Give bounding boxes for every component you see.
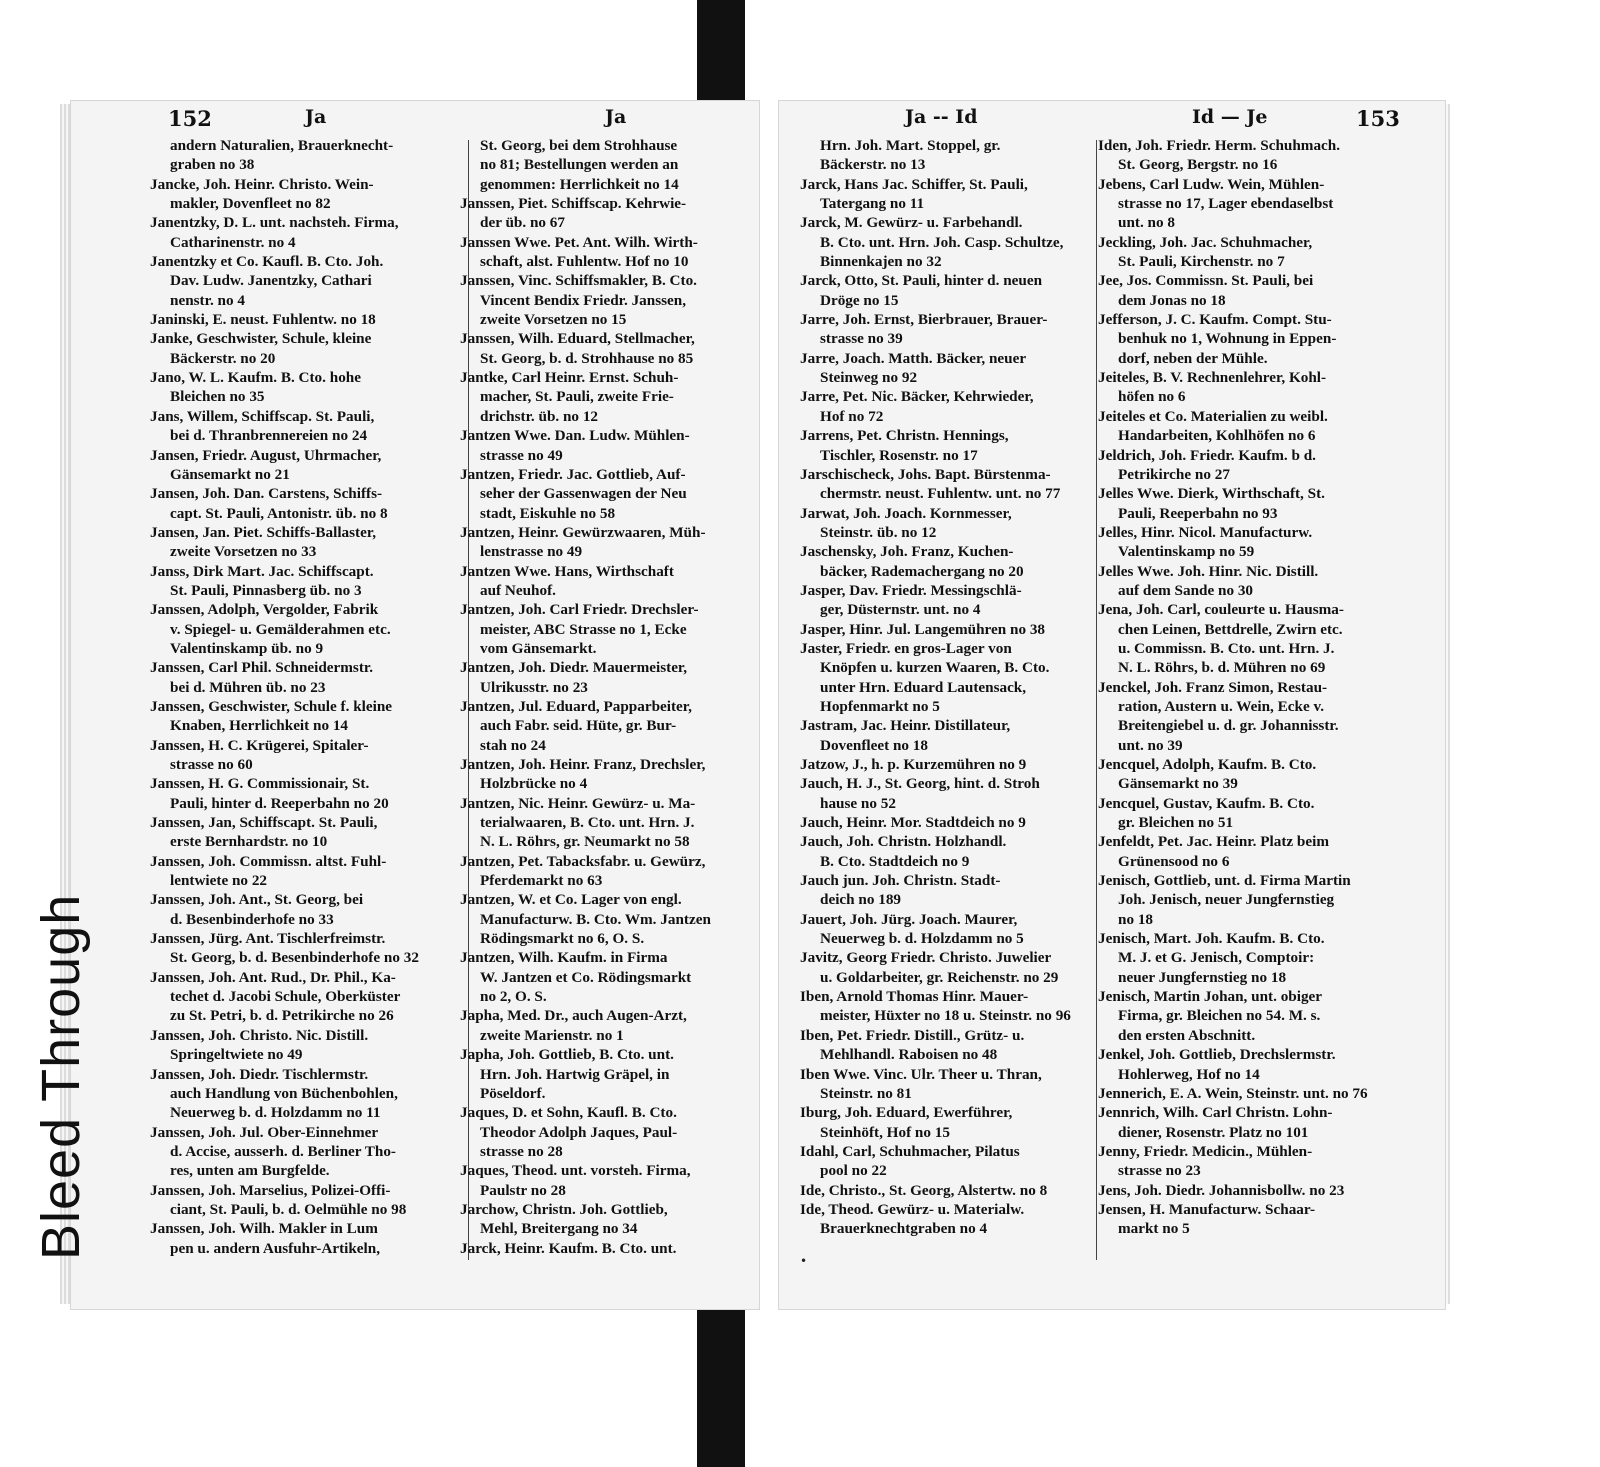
directory-entry-continuation: Brauerknechtgraben no 4 bbox=[820, 1220, 988, 1238]
directory-entry: Jano, W. L. Kaufm. B. Cto. hohe bbox=[150, 369, 361, 387]
directory-entry-continuation: schaft, alst. Fuhlentw. Hof no 10 bbox=[480, 253, 689, 271]
directory-entry-continuation: Binnenkajen no 32 bbox=[820, 253, 942, 271]
left-page-column-2 bbox=[460, 136, 762, 1258]
directory-entry: Jencquel, Gustav, Kaufm. B. Cto. bbox=[1098, 794, 1315, 812]
directory-entry-continuation: Rödingsmarkt no 6, O. S. bbox=[480, 930, 645, 948]
directory-entry: Jaster, Friedr. en gros-Lager von bbox=[800, 639, 1012, 657]
directory-entry-continuation: strasse no 17, Lager ebendaselbst bbox=[1118, 195, 1334, 213]
directory-entry: Jantzen, Joh. Carl Friedr. Drechsler- bbox=[460, 601, 699, 619]
directory-entry: Janssen, Jürg. Ant. Tischlerfreimstr. bbox=[150, 930, 386, 948]
directory-entry-continuation: lentwiete no 22 bbox=[170, 872, 268, 890]
directory-entry: Jennrich, Wilh. Carl Christn. Lohn- bbox=[1098, 1104, 1333, 1122]
directory-entry: Iden, Joh. Friedr. Herm. Schuhmach. bbox=[1098, 137, 1341, 154]
directory-entry-continuation: stah no 24 bbox=[480, 736, 546, 754]
directory-entry-continuation: Dav. Ludw. Janentzky, Cathari bbox=[170, 272, 372, 290]
directory-entry: Jauch, Heinr. Mor. Stadtdeich no 9 bbox=[800, 814, 1026, 832]
directory-entry-continuation: pen u. andern Ausfuhr-Artikeln, bbox=[170, 1239, 380, 1257]
page-speck: • bbox=[800, 1254, 808, 1268]
directory-entry-continuation: drichstr. üb. no 12 bbox=[480, 407, 599, 425]
directory-entry: Jarrens, Pet. Christn. Hennings, bbox=[800, 427, 1009, 445]
directory-entry-continuation: bei d. Mühren üb. no 23 bbox=[170, 678, 326, 696]
directory-entry-continuation: Ulrikusstr. no 23 bbox=[480, 678, 588, 696]
directory-entry-continuation: stadt, Eiskuhle no 58 bbox=[480, 504, 616, 522]
directory-entry-continuation: St. Georg, b. d. Strohhause no 85 bbox=[480, 349, 694, 367]
directory-entry-continuation: strasse no 39 bbox=[820, 330, 903, 348]
directory-entry-continuation: Tischler, Rosenstr. no 17 bbox=[820, 446, 978, 464]
directory-entry-continuation: res, unten am Burgfelde. bbox=[170, 1162, 330, 1180]
directory-entry: Jasper, Hinr. Jul. Langemühren no 38 bbox=[800, 620, 1046, 638]
directory-entry-continuation: höfen no 6 bbox=[1118, 388, 1186, 406]
directory-entry-continuation: vom Gänsemarkt. bbox=[480, 639, 597, 657]
directory-entry: Jantzen, Joh. Heinr. Franz, Drechsler, bbox=[460, 756, 706, 773]
directory-entry-continuation: Dovenfleet no 18 bbox=[820, 736, 928, 754]
directory-entry-continuation: meister, Hüxter no 18 u. Steinstr. no 96 bbox=[820, 1007, 1071, 1025]
directory-entry: Japha, Joh. Gottlieb, B. Cto. unt. bbox=[460, 1046, 674, 1064]
directory-entry-continuation: den ersten Abschnitt. bbox=[1118, 1026, 1256, 1044]
directory-entry: Jaschensky, Joh. Franz, Kuchen- bbox=[800, 543, 1014, 561]
directory-entry: Janssen, Vinc. Schiffsmakler, B. Cto. bbox=[460, 272, 697, 290]
directory-entry: Janssen, Jan, Schiffscapt. St. Pauli, bbox=[150, 814, 378, 832]
directory-entry-continuation: Handarbeiten, Kohlhöfen no 6 bbox=[1118, 427, 1316, 445]
directory-entry-continuation: auch Handlung von Büchenbohlen, bbox=[170, 1084, 398, 1102]
directory-entry: Janssen, Wilh. Eduard, Stellmacher, bbox=[460, 330, 695, 348]
directory-entry: Idahl, Carl, Schuhmacher, Pilatus bbox=[800, 1142, 1020, 1160]
directory-entry-continuation: unt. no 39 bbox=[1118, 736, 1183, 754]
directory-entry-continuation: Mehl, Breitergang no 34 bbox=[480, 1220, 638, 1238]
right-running-head-1: Ja -- Id bbox=[905, 106, 978, 128]
directory-entry-continuation: Petrikirche no 27 bbox=[1118, 465, 1230, 483]
directory-entry-continuation: strasse no 49 bbox=[480, 446, 563, 464]
directory-entry-continuation: der üb. no 67 bbox=[480, 214, 565, 232]
directory-entry-continuation: St. Pauli, Kirchenstr. no 7 bbox=[1118, 253, 1285, 271]
directory-entry-continuation: Valentinskamp üb. no 9 bbox=[170, 639, 324, 657]
directory-entry-continuation: Steinstr. no 81 bbox=[820, 1084, 912, 1102]
directory-entry: Jantzen, Friedr. Jac. Gottlieb, Auf- bbox=[460, 465, 686, 483]
directory-entry-continuation: Bleichen no 35 bbox=[170, 388, 265, 406]
directory-entry-continuation: Paulstr no 28 bbox=[480, 1181, 566, 1199]
directory-entry-continuation: strasse no 23 bbox=[1118, 1162, 1201, 1180]
directory-entry: Jenkel, Joh. Gottlieb, Drechslermstr. bbox=[1098, 1046, 1336, 1064]
directory-entry-continuation: d. Besenbinderhofe no 33 bbox=[170, 910, 334, 928]
directory-entry: Janss, Dirk Mart. Jac. Schiffscapt. bbox=[150, 562, 374, 580]
directory-entry: Jarwat, Joh. Joach. Kornmesser, bbox=[800, 504, 1012, 522]
directory-entry: Jantzen, Joh. Diedr. Mauermeister, bbox=[460, 659, 688, 677]
directory-entry-continuation: St. Pauli, Pinnasberg üb. no 3 bbox=[170, 581, 362, 599]
directory-entry: Jarre, Pet. Nic. Bäcker, Kehrwieder, bbox=[800, 388, 1034, 406]
directory-entry: Jauch jun. Joh. Christn. Stadt- bbox=[800, 872, 1001, 890]
directory-entry-continuation: erste Bernhardstr. no 10 bbox=[170, 833, 328, 851]
left-page-column-1 bbox=[150, 136, 462, 1258]
directory-entry: Javitz, Georg Friedr. Christo. Juwelier bbox=[800, 949, 1052, 967]
directory-entry: Jenisch, Mart. Joh. Kaufm. B. Cto. bbox=[1098, 930, 1325, 948]
directory-entry: Janentzky et Co. Kaufl. B. Cto. Joh. bbox=[150, 253, 384, 271]
right-running-head-2: Id — Je bbox=[1192, 106, 1268, 128]
directory-entry: Janssen, Geschwister, Schule f. kleine bbox=[150, 697, 393, 715]
directory-entry: Janssen, Adolph, Vergolder, Fabrik bbox=[150, 601, 379, 619]
directory-entry-continuation: diener, Rosenstr. Platz no 101 bbox=[1118, 1123, 1309, 1141]
directory-entry-continuation: Knaben, Herrlichkeit no 14 bbox=[170, 717, 349, 735]
directory-entry: Jencquel, Adolph, Kaufm. B. Cto. bbox=[1098, 756, 1317, 773]
directory-entry-continuation: u. Commissn. B. Cto. unt. Hrn. J. bbox=[1118, 639, 1335, 657]
directory-entry-continuation: ger, Düsternstr. unt. no 4 bbox=[820, 601, 981, 619]
directory-entry-continuation: zu St. Petri, b. d. Petrikirche no 26 bbox=[170, 1007, 394, 1025]
directory-entry-continuation: dorf, neben der Mühle. bbox=[1118, 349, 1268, 367]
directory-entry: Jantzen, W. et Co. Lager von engl. bbox=[460, 891, 682, 909]
directory-entry: Jena, Joh. Carl, couleurte u. Hausma- bbox=[1098, 601, 1344, 619]
directory-entry-continuation: no 81; Bestellungen werden an bbox=[480, 156, 679, 174]
directory-entry-continuation: bäcker, Rademachergang no 20 bbox=[820, 562, 1024, 580]
directory-entry-continuation: bei d. Thranbrennereien no 24 bbox=[170, 427, 368, 445]
bleed-through-edge-label: Bleed Through bbox=[31, 893, 91, 1260]
directory-entry: Iben, Arnold Thomas Hinr. Mauer- bbox=[800, 988, 1029, 1006]
directory-entry: Jancke, Joh. Heinr. Christo. Wein- bbox=[150, 175, 374, 193]
directory-entry-continuation: Catharinenstr. no 4 bbox=[170, 233, 296, 251]
directory-entry: Jarck, Hans Jac. Schiffer, St. Pauli, bbox=[800, 175, 1028, 193]
directory-entry-continuation: capt. St. Pauli, Antonistr. üb. no 8 bbox=[170, 504, 388, 522]
directory-entry: Ide, Christo., St. Georg, Alstertw. no 8 bbox=[800, 1181, 1048, 1199]
directory-entry: Janssen, Joh. Marselius, Polizei-Offi- bbox=[150, 1181, 391, 1199]
directory-entry-continuation: no 18 bbox=[1118, 910, 1154, 928]
directory-entry: Jantzen, Wilh. Kaufm. in Firma bbox=[460, 949, 668, 967]
directory-entry: Janssen, Joh. Diedr. Tischlermstr. bbox=[150, 1065, 369, 1083]
directory-entry-continuation: strasse no 60 bbox=[170, 756, 253, 773]
directory-entry: Jansen, Joh. Dan. Carstens, Schiffs- bbox=[150, 485, 383, 503]
directory-entry-continuation: Dröge no 15 bbox=[820, 291, 899, 309]
directory-entry-continuation: W. Jantzen et Co. Rödingsmarkt bbox=[480, 968, 692, 986]
right-column-rule bbox=[1096, 140, 1097, 1260]
directory-entry-continuation: Hof no 72 bbox=[820, 407, 884, 425]
directory-entry: Janssen, H. C. Krügerei, Spitaler- bbox=[150, 736, 369, 754]
directory-entry: Jens, Joh. Diedr. Johannisbollw. no 23 bbox=[1098, 1181, 1345, 1199]
directory-entry-continuation: zweite Marienstr. no 1 bbox=[480, 1026, 624, 1044]
directory-entry: Japha, Med. Dr., auch Augen-Arzt, bbox=[460, 1007, 687, 1025]
directory-entry-continuation: N. L. Röhrs, gr. Neumarkt no 58 bbox=[480, 833, 690, 851]
directory-entry-continuation: Knöpfen u. kurzen Waaren, B. Cto. bbox=[820, 659, 1050, 677]
directory-entry: Iben, Pet. Friedr. Distill., Grütz- u. bbox=[800, 1026, 1025, 1044]
directory-entry-continuation: Vincent Bendix Friedr. Janssen, bbox=[480, 291, 687, 309]
directory-entry-continuation: Holzbrücke no 4 bbox=[480, 775, 588, 793]
directory-entry-continuation: Steinhöft, Hof no 15 bbox=[820, 1123, 950, 1141]
directory-entry: Jenisch, Gottlieb, unt. d. Firma Martin bbox=[1098, 872, 1351, 890]
directory-entry-continuation: Hopfenmarkt no 5 bbox=[820, 697, 940, 715]
directory-entry: Jauert, Joh. Jürg. Joach. Maurer, bbox=[800, 910, 1018, 928]
directory-entry-continuation: Pauli, hinter d. Reeperbahn no 20 bbox=[170, 794, 389, 812]
directory-entry-continuation: Pauli, Reeperbahn no 93 bbox=[1118, 504, 1278, 522]
directory-entry: Jastram, Jac. Heinr. Distillateur, bbox=[800, 717, 1011, 735]
directory-entry-continuation: Hrn. Joh. Mart. Stoppel, gr. bbox=[820, 137, 1001, 154]
directory-entry: Jennerich, E. A. Wein, Steinstr. unt. no 76 bbox=[1098, 1084, 1368, 1102]
directory-entry-continuation: Breitengiebel u. d. gr. Johannisstr. bbox=[1118, 717, 1339, 735]
directory-entry: Janssen, Joh. Ant. Rud., Dr. Phil., Ka- bbox=[150, 968, 396, 986]
directory-entry-continuation: benhuk no 1, Wohnung in Eppen- bbox=[1118, 330, 1337, 348]
directory-entry-continuation: Grünensood no 6 bbox=[1118, 852, 1230, 870]
directory-entry: Jansen, Friedr. August, Uhrmacher, bbox=[150, 446, 382, 464]
directory-entry-continuation: Manufacturw. B. Cto. Wm. Jantzen bbox=[480, 910, 711, 928]
directory-entry-continuation: zweite Vorsetzen no 33 bbox=[170, 543, 317, 561]
directory-entry-continuation: St. Georg, bei dem Strohhause bbox=[480, 137, 678, 154]
directory-entry-continuation: Steinweg no 92 bbox=[820, 369, 918, 387]
directory-entry: Jarck, M. Gewürz- u. Farbehandl. bbox=[800, 214, 1023, 232]
directory-entry: Jenisch, Martin Johan, unt. obiger bbox=[1098, 988, 1323, 1006]
directory-entry: Jensen, H. Manufacturw. Schaar- bbox=[1098, 1200, 1316, 1218]
directory-entry: Jebens, Carl Ludw. Wein, Mühlen- bbox=[1098, 175, 1325, 193]
directory-entry-continuation: dem Jonas no 18 bbox=[1118, 291, 1226, 309]
directory-entry-continuation: chermstr. neust. Fuhlentw. unt. no 77 bbox=[820, 485, 1061, 503]
directory-entry-continuation: strasse no 28 bbox=[480, 1142, 563, 1160]
directory-entry: Jelles Wwe. Dierk, Wirthschaft, St. bbox=[1098, 485, 1325, 503]
directory-entry-continuation: andern Naturalien, Brauerknecht- bbox=[170, 137, 394, 154]
directory-entry-continuation: Valentinskamp no 59 bbox=[1118, 543, 1255, 561]
directory-entry-continuation: gr. Bleichen no 51 bbox=[1118, 814, 1234, 832]
directory-entry: Janssen Wwe. Pet. Ant. Wilh. Wirth- bbox=[460, 233, 698, 251]
directory-entry: Janentzky, D. L. unt. nachsteh. Firma, bbox=[150, 214, 399, 232]
directory-entry-continuation: markt no 5 bbox=[1118, 1220, 1190, 1238]
directory-entry: Jee, Jos. Commissn. St. Pauli, bei bbox=[1098, 272, 1314, 290]
directory-entry: Jeckling, Joh. Jac. Schuhmacher, bbox=[1098, 233, 1313, 251]
directory-entry-continuation: terialwaaren, B. Cto. unt. Hrn. J. bbox=[480, 814, 695, 832]
directory-entry: Jantzen Wwe. Hans, Wirthschaft bbox=[460, 562, 674, 580]
directory-entry-continuation: St. Georg, Bergstr. no 16 bbox=[1118, 156, 1278, 174]
directory-entry-continuation: Bäckerstr. no 13 bbox=[820, 156, 926, 174]
directory-entry-continuation: hause no 52 bbox=[820, 794, 896, 812]
directory-entry: Jauch, Joh. Christn. Holzhandl. bbox=[800, 833, 1007, 851]
directory-entry: Jenfeldt, Pet. Jac. Heinr. Platz beim bbox=[1098, 833, 1329, 851]
directory-entry: Janke, Geschwister, Schule, kleine bbox=[150, 330, 372, 348]
directory-entry-continuation: seher der Gassenwagen der Neu bbox=[480, 485, 687, 503]
directory-entry-continuation: genommen: Herrlichkeit no 14 bbox=[480, 175, 679, 193]
directory-entry: Jarschischeck, Johs. Bapt. Bürstenma- bbox=[800, 465, 1051, 483]
left-page-number: 152 bbox=[168, 106, 212, 131]
directory-entry: Ide, Theod. Gewürz- u. Materialw. bbox=[800, 1200, 1025, 1218]
directory-entry: Jelles Wwe. Joh. Hinr. Nic. Distill. bbox=[1098, 562, 1319, 580]
directory-entry-continuation: Gänsemarkt no 21 bbox=[170, 465, 290, 483]
directory-entry-continuation: neuer Jungfernstieg no 18 bbox=[1118, 968, 1287, 986]
directory-entry: Jeiteles et Co. Materialien zu weibl. bbox=[1098, 407, 1328, 425]
right-page-column-2 bbox=[1098, 136, 1390, 1239]
book-binding-bottom bbox=[697, 1300, 745, 1467]
directory-entry-continuation: Mehlhandl. Raboisen no 48 bbox=[820, 1046, 998, 1064]
directory-entry: Jantzen, Nic. Heinr. Gewürz- u. Ma- bbox=[460, 794, 696, 812]
directory-entry-continuation: lenstrasse no 49 bbox=[480, 543, 583, 561]
directory-entry: Iben Wwe. Vinc. Ulr. Theer u. Thran, bbox=[800, 1065, 1042, 1083]
directory-entry-continuation: Hrn. Joh. Hartwig Gräpel, in bbox=[480, 1065, 670, 1083]
directory-entry-continuation: chen Leinen, Bettdrelle, Zwirn etc. bbox=[1118, 620, 1343, 638]
directory-entry: Jarck, Heinr. Kaufm. B. Cto. unt. bbox=[460, 1239, 677, 1257]
directory-entry: Jaques, Theod. unt. vorsteh. Firma, bbox=[460, 1162, 691, 1180]
right-page-number: 153 bbox=[1356, 106, 1400, 131]
directory-entry-continuation: Neuerweg b. d. Holzdamm no 5 bbox=[820, 930, 1024, 948]
directory-entry: Jarre, Joach. Matth. Bäcker, neuer bbox=[800, 349, 1027, 367]
book-binding-top bbox=[697, 0, 745, 110]
directory-entry: Jasper, Dav. Friedr. Messingschlä- bbox=[800, 581, 1022, 599]
directory-entry: Iburg, Joh. Eduard, Ewerführer, bbox=[800, 1104, 1013, 1122]
directory-entry: Janssen, Joh. Wilh. Makler in Lum bbox=[150, 1220, 378, 1238]
directory-entry: Jelles, Hinr. Nicol. Manufacturw. bbox=[1098, 523, 1313, 541]
directory-entry: Jatzow, J., h. p. Kurzemühren no 9 bbox=[800, 756, 1027, 773]
directory-entry-continuation: ciant, St. Pauli, b. d. Oelmühle no 98 bbox=[170, 1200, 407, 1218]
left-running-head-1: Ja bbox=[305, 106, 327, 128]
directory-entry: Jarre, Joh. Ernst, Bierbrauer, Brauer- bbox=[800, 311, 1048, 329]
directory-entry: Jarchow, Christn. Joh. Gottlieb, bbox=[460, 1200, 668, 1218]
directory-entry: Janssen, Joh. Commissn. altst. Fuhl- bbox=[150, 852, 387, 870]
directory-entry-continuation: Joh. Jenisch, neuer Jungfernstieg bbox=[1118, 891, 1335, 909]
directory-entry: Jansen, Jan. Piet. Schiffs-Ballaster, bbox=[150, 523, 376, 541]
directory-entry: Janssen, Piet. Schiffscap. Kehrwie- bbox=[460, 195, 687, 213]
directory-entry-continuation: Springeltwiete no 49 bbox=[170, 1046, 303, 1064]
directory-entry: Jauch, H. J., St. Georg, hint. d. Stroh bbox=[800, 775, 1040, 793]
directory-entry: Jefferson, J. C. Kaufm. Compt. Stu- bbox=[1098, 311, 1332, 329]
directory-entry-continuation: Pferdemarkt no 63 bbox=[480, 872, 603, 890]
directory-entry: Janssen, Joh. Christo. Nic. Distill. bbox=[150, 1026, 369, 1044]
directory-entry-continuation: unt. no 8 bbox=[1118, 214, 1175, 232]
directory-entry: Jenckel, Joh. Franz Simon, Restau- bbox=[1098, 678, 1328, 696]
directory-entry-continuation: meister, ABC Strasse no 1, Ecke bbox=[480, 620, 687, 638]
directory-entry-continuation: Tatergang no 11 bbox=[820, 195, 925, 213]
directory-entry-continuation: Pöseldorf. bbox=[480, 1084, 546, 1102]
directory-entry: Jantzen Wwe. Dan. Ludw. Mühlen- bbox=[460, 427, 690, 445]
directory-entry-continuation: Neuerweg b. d. Holzdamm no 11 bbox=[170, 1104, 381, 1122]
directory-entry-continuation: N. L. Röhrs, b. d. Mühren no 69 bbox=[1118, 659, 1326, 677]
directory-entry-continuation: auch Fabr. seid. Hüte, gr. Bur- bbox=[480, 717, 677, 735]
directory-entry-continuation: Theodor Adolph Jaques, Paul- bbox=[480, 1123, 678, 1141]
directory-entry-continuation: auf dem Sande no 30 bbox=[1118, 581, 1254, 599]
directory-entry-continuation: Firma, gr. Bleichen no 54. M. s. bbox=[1118, 1007, 1321, 1025]
directory-entry-continuation: Hohlerweg, Hof no 14 bbox=[1118, 1065, 1260, 1083]
directory-entry-continuation: zweite Vorsetzen no 15 bbox=[480, 311, 627, 329]
directory-entry-continuation: makler, Dovenfleet no 82 bbox=[170, 195, 331, 213]
directory-entry: Jans, Willem, Schiffscap. St. Pauli, bbox=[150, 407, 375, 425]
directory-entry-continuation: M. J. et G. Jenisch, Comptoir: bbox=[1118, 949, 1315, 967]
directory-entry-continuation: d. Accise, ausserh. d. Berliner Tho- bbox=[170, 1142, 396, 1160]
left-running-head-2: Ja bbox=[605, 106, 627, 128]
directory-entry: Janinski, E. neust. Fuhlentw. no 18 bbox=[150, 311, 376, 329]
directory-entry-continuation: pool no 22 bbox=[820, 1162, 887, 1180]
right-page-column-1 bbox=[800, 136, 1092, 1239]
directory-entry: Jaques, D. et Sohn, Kaufl. B. Cto. bbox=[460, 1104, 677, 1122]
directory-entry-continuation: Bäckerstr. no 20 bbox=[170, 349, 276, 367]
directory-entry-continuation: macher, St. Pauli, zweite Frie- bbox=[480, 388, 674, 406]
directory-entry: Jarck, Otto, St. Pauli, hinter d. neuen bbox=[800, 272, 1043, 290]
directory-entry: Jeiteles, B. V. Rechnenlehrer, Kohl- bbox=[1098, 369, 1327, 387]
directory-entry-continuation: Steinstr. üb. no 12 bbox=[820, 523, 937, 541]
directory-entry-continuation: St. Georg, b. d. Besenbinderhofe no 32 bbox=[170, 949, 419, 967]
directory-entry-continuation: techet d. Jacobi Schule, Oberküster bbox=[170, 988, 401, 1006]
directory-entry: Jantke, Carl Heinr. Ernst. Schuh- bbox=[460, 369, 679, 387]
directory-entry-continuation: ration, Austern u. Wein, Ecke v. bbox=[1118, 697, 1325, 715]
directory-entry-continuation: Gänsemarkt no 39 bbox=[1118, 775, 1238, 793]
directory-entry: Jenny, Friedr. Medicin., Mühlen- bbox=[1098, 1142, 1313, 1160]
directory-entry-continuation: nenstr. no 4 bbox=[170, 291, 245, 309]
directory-entry-continuation: auf Neuhof. bbox=[480, 581, 556, 599]
directory-entry: Jantzen, Jul. Eduard, Papparbeiter, bbox=[460, 697, 692, 715]
directory-entry: Jantzen, Heinr. Gewürzwaaren, Müh- bbox=[460, 523, 706, 541]
directory-entry: Janssen, H. G. Commissionair, St. bbox=[150, 775, 370, 793]
directory-entry-continuation: no 2, O. S. bbox=[480, 988, 547, 1006]
directory-entry-continuation: u. Goldarbeiter, gr. Reichenstr. no 29 bbox=[820, 968, 1059, 986]
directory-entry-continuation: graben no 38 bbox=[170, 156, 255, 174]
directory-entry-continuation: v. Spiegel- u. Gemälderahmen etc. bbox=[170, 620, 391, 638]
directory-entry: Jeldrich, Joh. Friedr. Kaufm. b d. bbox=[1098, 446, 1316, 464]
directory-entry: Janssen, Joh. Ant., St. Georg, bei bbox=[150, 891, 364, 909]
directory-entry-continuation: deich no 189 bbox=[820, 891, 902, 909]
directory-entry: Janssen, Carl Phil. Schneidermstr. bbox=[150, 659, 374, 677]
directory-entry-continuation: B. Cto. unt. Hrn. Joh. Casp. Schultze, bbox=[820, 233, 1064, 251]
directory-entry: Janssen, Joh. Jul. Ober-Einnehmer bbox=[150, 1123, 379, 1141]
directory-entry-continuation: unter Hrn. Eduard Lautensack, bbox=[820, 678, 1027, 696]
directory-entry-continuation: B. Cto. Stadtdeich no 9 bbox=[820, 852, 970, 870]
directory-entry: Jantzen, Pet. Tabacksfabr. u. Gewürz, bbox=[460, 852, 706, 870]
